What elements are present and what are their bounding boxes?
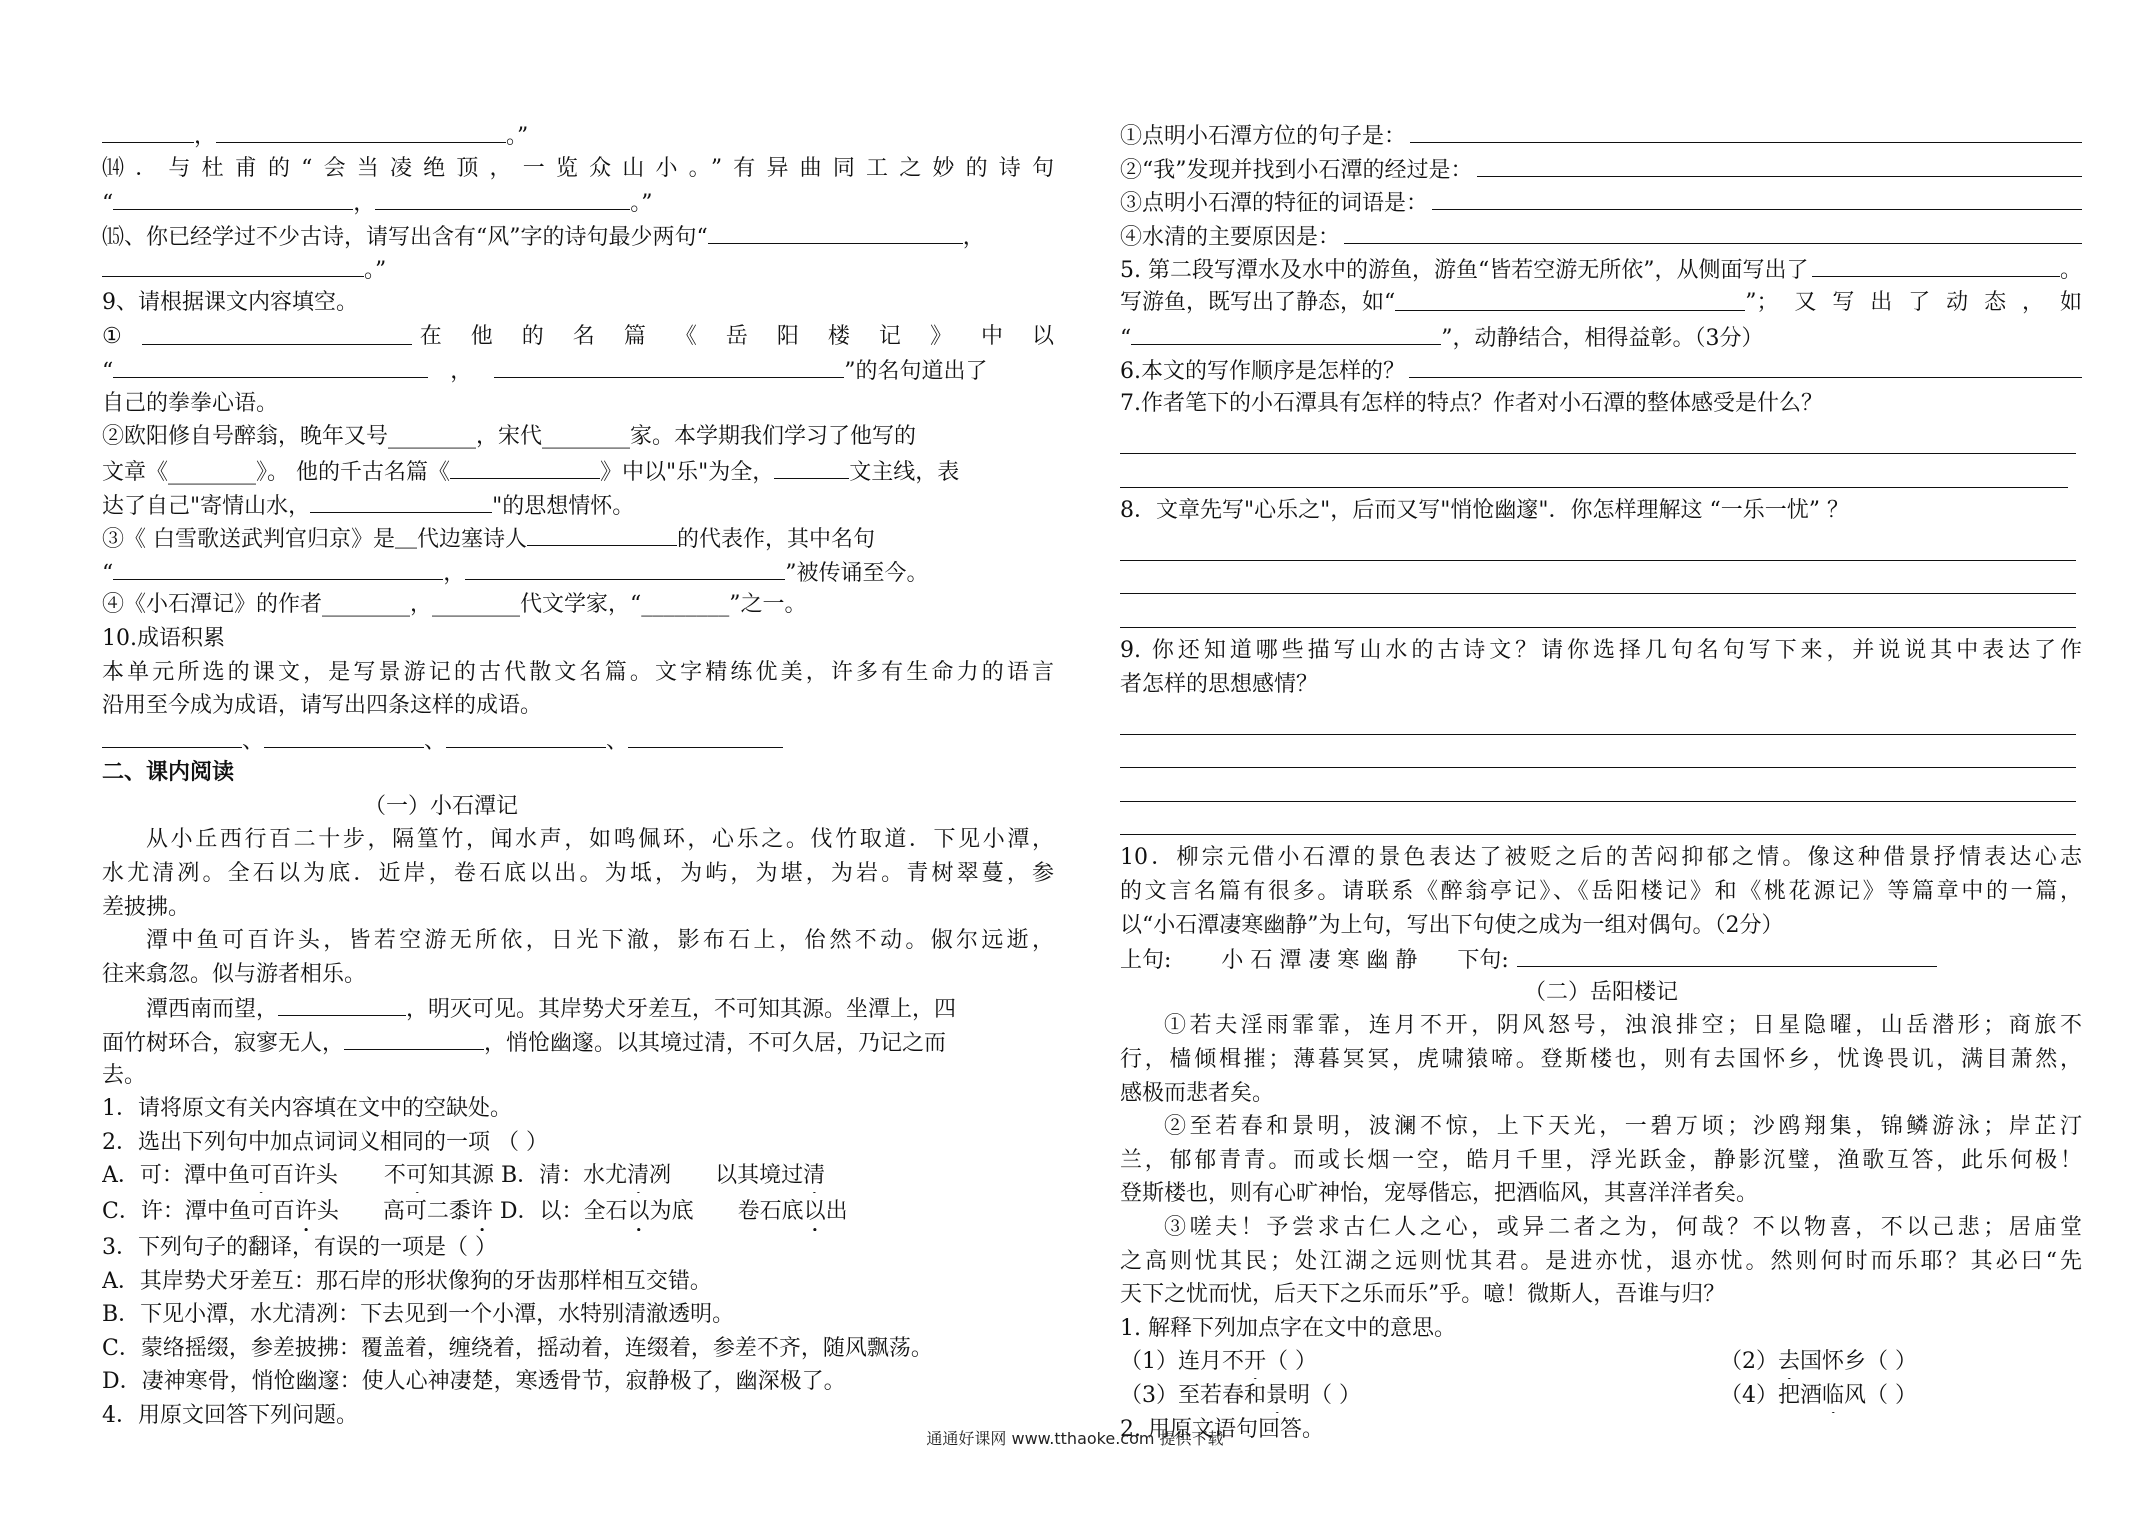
answer-blank[interactable] [113,555,443,580]
answer-line[interactable] [1120,701,2076,735]
answer-blank[interactable] [1395,286,1745,311]
answer-blank[interactable] [1409,353,2082,378]
option-line: B．下见小潭，水尤清冽：下去见到一个小潭，水特别清澈透明。 [102,1302,735,1328]
q4-sub-3: ③点明小石潭的特征的词语是： [1120,185,2082,219]
option-line-ab: A．可：潭中鱼可百许头 不可知其源 B．清：水尤清冽 以其境过清 [102,1163,826,1189]
answer-line[interactable] [1120,420,2076,454]
answer-blank[interactable] [774,454,849,479]
passage-line: 行，樯倾楫摧；薄暮冥冥，虎啸猿啼。登斯楼也，则有去国怀乡，忧谗畏讥，满目萧然， [1120,1047,2082,1073]
answer-blank[interactable] [628,723,783,748]
answer-blank[interactable] [1517,942,1937,967]
answer-blank[interactable] [527,521,677,546]
answer-blank[interactable] [446,723,606,748]
answer-blank[interactable] [1477,152,2083,177]
passage-line: 兰，郁郁青青。而或长烟一空，皓月千里，浮光跃金，静影沉璧，渔歌互答，此乐何极！ [1120,1147,2082,1173]
question-line: 2．选出下列句中加点词词义相同的一项 （ ） [102,1129,548,1155]
passage-line: 感极而悲者矣。 [1120,1080,1275,1106]
passage-line: ①若夫淫雨霏霏，连月不开，阴风怒号，浊浪排空；日星隐曜，山岳潜形；商旅不 [1164,1013,2082,1039]
passage-line: 往来翕忽。似与游者相乐。 [102,961,367,987]
answer-blank[interactable] [465,555,785,580]
option-line: D．凄神寒骨，悄怆幽邃：使人心神凄楚，寒透骨节，寂静极了，幽深极了。 [102,1369,846,1395]
answer-line[interactable] [1120,594,2076,628]
passage-line: 从小丘西行百二十步，隔篁竹，闻水声，如鸣佩环，心乐之。伐竹取道．下见小潭， [146,827,1054,853]
answer-blank[interactable] [708,219,963,244]
poem-blank-line: ， 。” [102,118,1054,152]
answer-line[interactable] [1120,735,2076,769]
passage-line: 之高则忧其民；处江湖之远则忧其君。是进亦忧，退亦忧。然则何时而乐耶？其必曰“先 [1120,1248,2082,1274]
passage-title: （二）岳阳楼记 [1523,979,1678,1005]
section-title: 二、课内阅读 [102,759,235,786]
footer-credit: 通通好课网 www.tthaoke.com 提供下载 [926,1429,1224,1448]
passage-line: ③嗟夫！予尝求古仁人之心，或异二者之为，何哉？不以物喜，不以己悲；居庙堂 [1164,1215,2082,1240]
question-15-line2: 。” [102,252,1054,286]
answer-blank[interactable] [142,320,412,345]
q9-item-2-line2: 文章《________》。 他的千古名篇《 》中以"乐"为全， 文主线，表 [102,454,1054,488]
q9-item-4: ④《小石潭记》的作者________，________代文学家，“________”之一。 [102,592,807,618]
question-line: 1．请将原文有关内容填在文中的空缺处。 [102,1096,512,1122]
answer-blank[interactable] [1344,219,2082,244]
answer-blank[interactable] [1812,252,2060,277]
q4-sub-2: ②“我”发现并找到小石潭的经过是： [1120,152,2082,186]
question-line: 3．下列句子的翻译，有误的一项是（ ） [102,1235,497,1260]
q9-item-1: ① 在 他 的 名 篇 《 岳 阳 楼 记 》 中 以 [102,320,1054,354]
option-line: A．其岸势犬牙差互：那石岸的形状像狗的牙齿那样相互交错。 [102,1268,712,1294]
q9-item-1-blanks: “ ， ”的名句道出了 [102,353,1054,387]
answer-line[interactable] [1120,768,2076,802]
question-8: 8．文章先写"心乐之"，后而又写"悄怆幽邃"．你怎样理解这 “一乐一忧” ？ [1120,497,1849,523]
answer-blank[interactable] [310,488,492,513]
answer-blank[interactable] [102,252,364,277]
passage-line: 差披拂。 [102,894,191,920]
question-line: 1. 解释下列加点字在文中的意思。 [1120,1315,1456,1341]
answer-blank[interactable] [1432,185,2082,210]
question-line: 4．用原文回答下列问题。 [102,1402,358,1428]
answer-blank[interactable] [450,454,600,479]
answer-blank[interactable] [278,991,406,1016]
question-10-line2: 的文言名篇有很多。请联系《醉翁亭记》、《岳阳楼记》和《桃花源记》等篇章中的一篇， [1120,879,2082,905]
passage-title: （一）小石潭记 [364,793,519,819]
question-5: 5. 第二段写潭水及水中的游鱼，游鱼“皆若空游无所依”，从侧面写出了 。 [1120,252,2082,286]
right-column [1120,118,2082,1446]
answer-blank[interactable] [102,723,242,748]
answer-blank[interactable] [375,185,630,210]
passage-line: 登斯楼也，则有心旷神怡，宠辱偕忘，把酒临风，其喜洋洋者矣。 [1120,1181,1759,1207]
answer-line[interactable] [1120,527,2076,561]
question-10: 10．柳宗元借小石潭的景色表达了被贬之后的苦闷抑郁之情。像这种借景抒情表达心志 [1120,845,2082,871]
q4-sub-1: ①点明小石潭方位的句子是： [1120,118,2082,152]
question-14: ⒁．与杜甫的“会当凌绝顶，一览众山小。”有异曲同工之妙的诗句 [102,155,1054,181]
idiom-blanks: 、 、 、 [102,723,1054,757]
answer-blank[interactable] [494,353,844,378]
q9-item-2-line3: 达了自己"寄情山水， "的思想情怀。 [102,488,1054,522]
option-line-cd: C．许：潭中鱼可百许头 高可二黍许 D．以：全石以为底 卷石底以出 [102,1199,848,1224]
left-column [102,118,1054,1433]
answer-blank[interactable] [264,723,424,748]
passage-line: ②至若春和景明，波澜不惊，上下天光，一碧万顷；沙鸥翔集，锦鳞游泳；岸芷汀 [1164,1114,2082,1140]
answer-blank[interactable] [216,118,506,143]
q9-item-3-blanks: “ ， ”被传诵至今。 [102,555,1054,589]
q9-item-3: ③《 白雪歌送武判官归京》是＿代边塞诗人 的代表作，其中名句 [102,521,1054,555]
question-10-line3: 以“小石潭凄寒幽静”为上句，写出下句使之成为一组对偶句。（2分） [1120,912,1784,938]
question-5-line2: 写游鱼，既写出了静态，如“ ”；又写出了动态，如 [1120,286,2082,320]
passage-line: 面竹树环合，寂寥无人， ，悄怆幽邃。以其境过清，不可久居，乃记之而 [102,1025,1054,1059]
question-7: 7.作者笔下的小石潭具有怎样的特点？作者对小石潭的整体感受是什么？ [1120,390,1823,416]
question-10-text: 本单元所选的课文，是写景游记的古代散文名篇。文字精练优美，许多有生命力的语言 [102,659,1054,685]
question-14-blanks: “ ， 。” [102,185,1054,219]
couplet-line: 上句: 小 石 潭 凄 寒 幽 静 下句: [1120,942,2082,976]
question-line: 2. 用原文语句回答。 [1120,1416,1324,1442]
q9-item-1-end: 自己的拳拳心语。 [102,390,279,416]
option-line: C．蒙络摇缀，参差披拂：覆盖着，缠绕着，摇动着，连缀着，参差不齐，随风飘荡。 [102,1335,933,1361]
question-9: 9. 你还知道哪些描写山水的古诗文？请你选择几句名句写下来，并说说其中表达了作 [1120,637,2082,663]
passage-line: 潭西南而望， ，明灭可见。其岸势犬牙差互，不可知其源。坐潭上，四 [102,991,1054,1025]
answer-blank[interactable] [102,118,194,143]
passage-line: 水尤清冽。全石以为底．近岸，卷石底以出。为坻，为屿，为堪，为岩。青树翠蔓，参 [102,861,1054,887]
word-item-row: （1）连月不开（ ） （2）去国怀乡（ ） [1120,1349,1918,1375]
answer-blank[interactable] [1410,118,2082,143]
question-10-title: 10.成语积累 [102,625,225,651]
answer-line[interactable] [1120,454,2068,488]
passage-line: 潭中鱼可百许头，皆若空游无所依，日光下澈，影布石上，佁然不动。俶尔远逝， [146,928,1054,954]
answer-blank[interactable] [1131,320,1441,345]
question-5-line3: “ ”，动静结合，相得益彰。（3分） [1120,320,2082,354]
question-9-line2: 者怎样的思想感情？ [1120,671,1319,697]
passage-line: 天下之忧而忧，后天下之乐而乐”乎。噫！微斯人，吾谁与归？ [1120,1282,1726,1308]
passage-line: 去。 [102,1062,147,1088]
question-10-text-2: 沿用至今成为成语，请写出四条这样的成语。 [102,693,543,719]
question-15: ⒂、你已经学过不少古诗，请写出含有“风”字的诗句最少两句“ ， [102,219,1054,253]
answer-blank[interactable] [113,185,353,210]
q4-sub-4: ④水清的主要原因是： [1120,219,2082,253]
question-6: 6.本文的写作顺序是怎样的？ [1120,353,2082,387]
answer-line[interactable] [1120,802,2076,836]
question-9-title: 9、请根据课文内容填空。 [102,289,358,315]
answer-blank[interactable] [113,353,428,378]
answer-line[interactable] [1120,561,2076,595]
word-item-row: （3）至若春和景明（ ） （4）把酒临风（ ） [1120,1382,1918,1408]
q9-item-2: ②欧阳修自号醉翁，晚年又号________，宋代________家。本学期我们学习了他写的 [102,424,917,450]
answer-blank[interactable] [344,1025,484,1050]
